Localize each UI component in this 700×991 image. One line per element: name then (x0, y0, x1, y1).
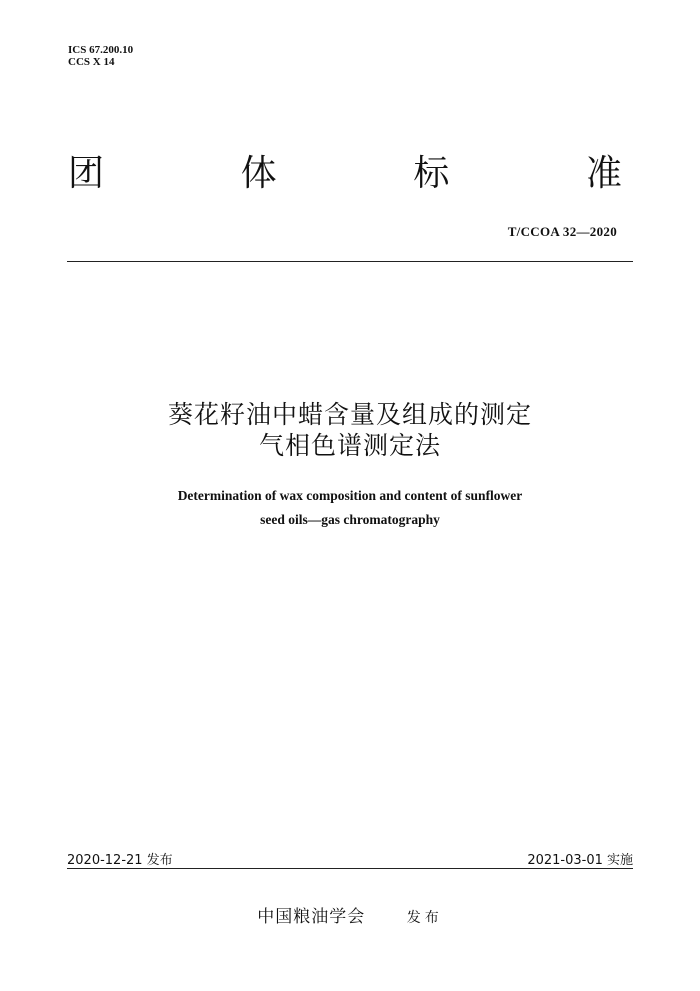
standard-type-char: 体 (240, 152, 277, 194)
implementation-date: 2021-03-01 实施 (527, 853, 633, 868)
standard-type-char: 团 (68, 152, 105, 194)
standard-type-char: 标 (413, 152, 450, 194)
title-cn-line1: 葵花籽油中蜡含量及组成的测定 (167, 400, 532, 429)
standard-type (68, 148, 622, 192)
title-en-line1: Determination of wax composition and content of sunflower (177, 488, 523, 503)
issue-date: 2020-12-21 发布 (67, 853, 173, 868)
publisher-name: 中国粮油学会 (257, 907, 366, 927)
ccs-code: CCS X 14 (68, 56, 115, 68)
footer-divider (67, 868, 633, 869)
title-en-line2: seed oils—gas chromatography (260, 512, 440, 527)
title-cn-line2: 气相色谱测定法 (258, 431, 441, 460)
publisher-action: 发布 (406, 910, 443, 926)
header-divider (67, 261, 633, 262)
ics-code: ICS 67.200.10 (68, 44, 134, 56)
standard-type-char: 准 (585, 152, 622, 194)
standard-code: T/CCOA 32—2020 (507, 224, 617, 239)
publisher-line (0, 902, 700, 927)
